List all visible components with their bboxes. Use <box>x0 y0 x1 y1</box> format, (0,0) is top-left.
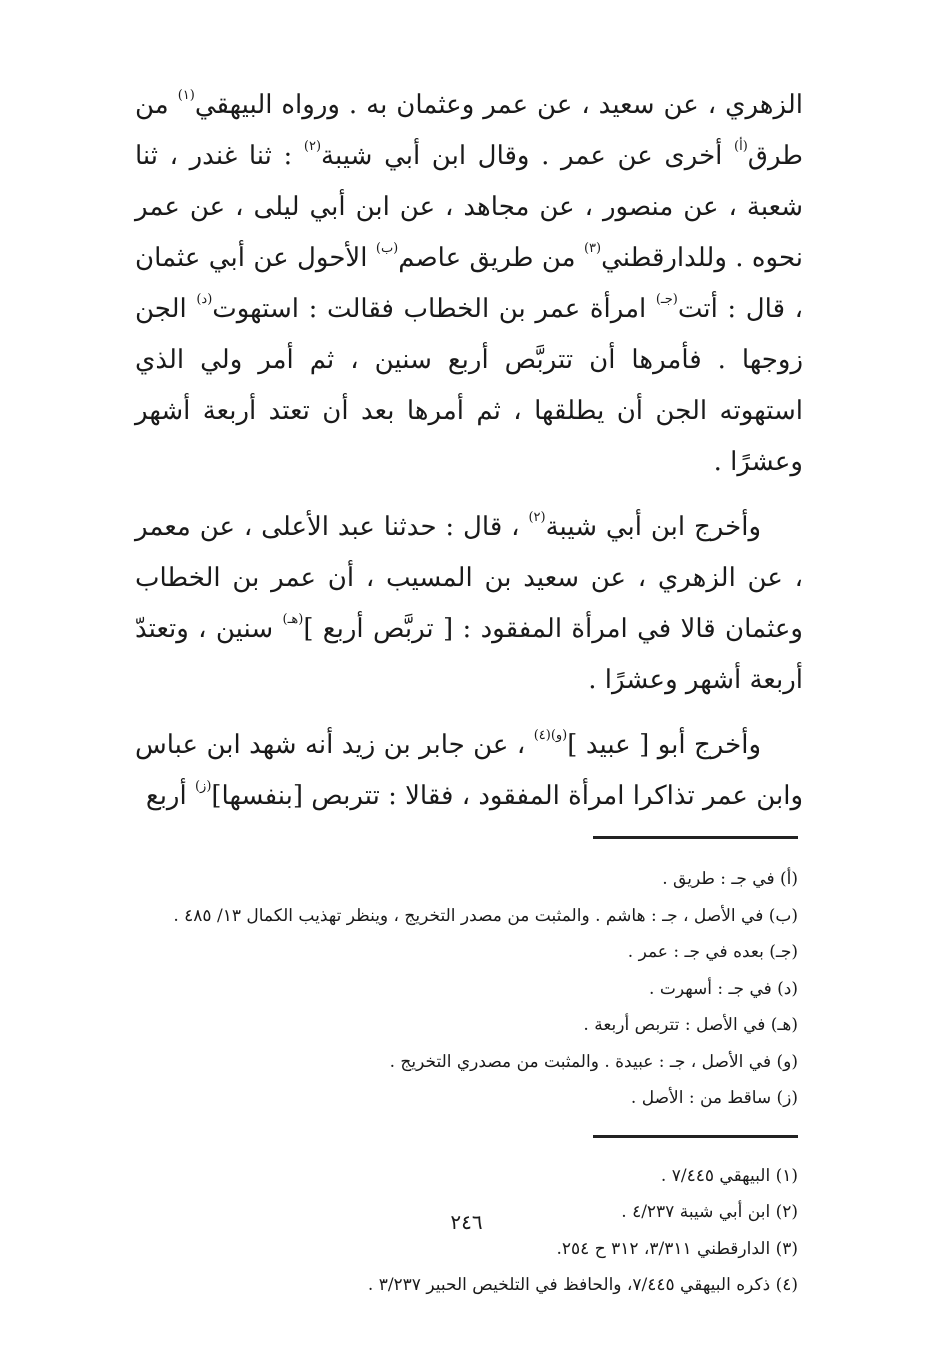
footnote: (١) البيهقي ٧/٤٤٥ . <box>660 1165 798 1186</box>
footnote-ref: (٢) <box>528 510 546 525</box>
footnote-ref: (ب) <box>375 241 399 256</box>
footnote: (د) في جـ : أسهرت . <box>649 978 798 999</box>
footnote-ref: (٣) <box>583 241 602 256</box>
footnote-ref: (٢) <box>303 139 322 154</box>
footnote: (و) في الأصل ، جـ : عبيدة . والمثبت من مصدري التخريج . <box>389 1051 798 1072</box>
footnote: (٣) الدارقطني ٣/٣١١، ٣١٢ ح ٢٥٤. <box>556 1238 798 1259</box>
paragraph-3: وأخرج أبو [ عبيد ]$^{(و)(٤)}$ ، عن جابر بن زيد أنه شهد ابن عباس وابن عمر تذاكرا امرأة المفقود ، فقالا : تتربص [بنفسها]$^{(ز)}$ أربع <box>135 728 803 811</box>
footnote-ref: (د) <box>196 292 213 307</box>
footnote-divider <box>593 836 798 839</box>
footnote-ref: (جـ) <box>655 292 678 307</box>
footnote-ref: (أ) <box>734 139 748 154</box>
footnote-ref: (ز) <box>194 779 212 794</box>
footnote: (أ) في جـ : طريق . <box>662 869 798 889</box>
footnote: (٤) ذكره البيهقي ٧/٤٤٥، والحافظ في التلخيص الحبير ٣/٢٣٧ . <box>367 1275 798 1295</box>
page-number: ٢٤٦ <box>450 1210 483 1234</box>
variant-notes <box>135 861 803 1117</box>
footnote-divider <box>593 1135 798 1138</box>
footnote-ref: (و)(٤) <box>533 728 568 743</box>
footnote: (هـ) في الأصل : تتربص أربعة . <box>583 1015 798 1035</box>
footnote: (ز) ساقط من : الأصل . <box>630 1088 798 1108</box>
page-content <box>135 80 803 1304</box>
footnote: (٢) ابن أبي شيبة ٤/٢٣٧ . <box>621 1202 798 1222</box>
footnote-ref: (هـ) <box>282 612 304 627</box>
paragraph-2: وأخرج ابن أبي شيبة$^{(٢)}$ ، قال : حدثنا عبد الأعلى ، عن معمر ، عن الزهري ، عن سعيد بن المسيب ، أن عمر بن الخطاب وعثمان قالا في امرأة المفقود : [ تربَّص أربع ]$^{(هـ)}$ سنين ، وتعتدّ أربعة أشهر وعشرًا . <box>135 510 803 695</box>
main-text <box>135 80 803 822</box>
footnote-ref: (١) <box>177 88 195 103</box>
footnote: (ب) في الأصل ، جـ : هاشم . والمثبت من مصدر التخريج ، وينظر تهذيب الكمال ١٣/ ٤٨٥ . <box>173 905 798 926</box>
paragraph-1: الزهري ، عن سعيد ، عن عمر وعثمان به . ورواه البيهقي$^{(١)}$ من طرق$^{(أ)}$ أخرى عن عمر . وقال ابن أبي شيبة$^{(٢)}$ : ثنا غندر ، ثنا شعبة ، عن منصور ، عن مجاهد ، عن ابن أبي ليلى ، عن عمر نحوه . وللدارقطني$^{(٣)}$ من طريق عاصم$^{(ب)}$ الأحول عن أبي عثمان ، قال : أتت$^{(جـ)}$ امرأة عمر بن الخطاب فقالت : استهوت$^{(د)}$ الجن زوجها . فأمرها أن تتربَّص أربع سنين ، ثم أمر ولي الذي استهوته الجن أن يطلقها ، ثم أمرها بعد أن تعتد أربعة أشهر وعشرًا . <box>135 88 804 477</box>
footnote: (جـ) بعده في جـ : عمر . <box>627 942 798 962</box>
